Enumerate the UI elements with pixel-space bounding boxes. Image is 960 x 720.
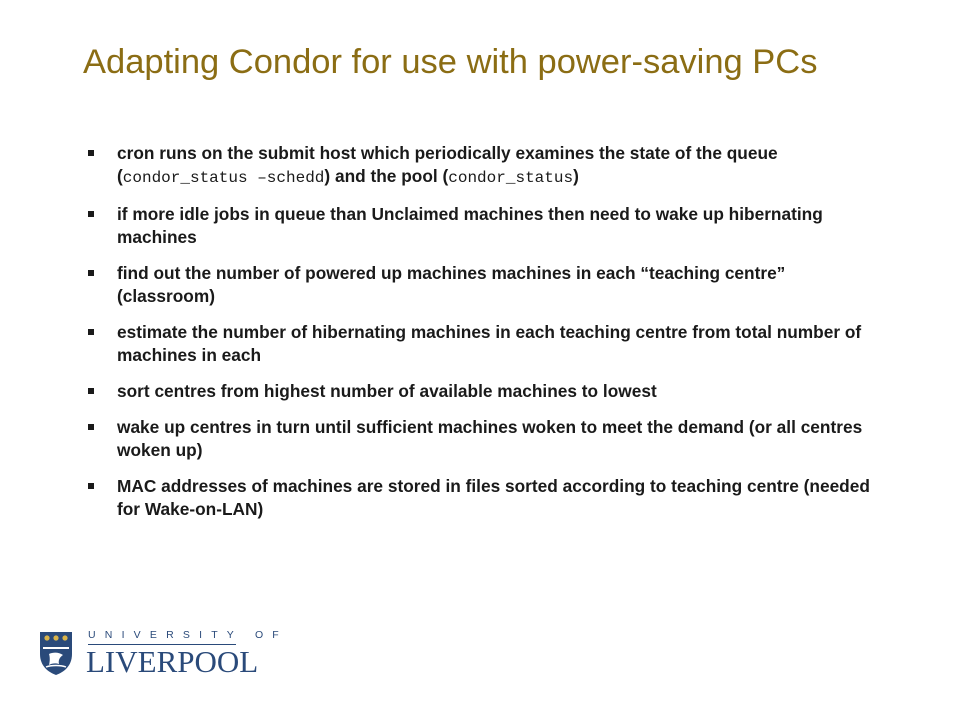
bullet-text: sort centres from highest number of available machines to lowest xyxy=(117,381,657,401)
bullet-item xyxy=(85,416,885,462)
square-bullet-icon xyxy=(88,388,94,394)
bullet-item xyxy=(85,380,885,403)
bullet-text: ) xyxy=(573,166,579,186)
bullet-text: cron runs on the submit host which periodically examines the state of the queue ( xyxy=(117,143,778,186)
bullet-text: find out the number of powered up machines machines in each “teaching centre” (classroom) xyxy=(117,263,786,306)
square-bullet-icon xyxy=(88,483,94,489)
square-bullet-icon xyxy=(88,150,94,156)
bullet-text: estimate the number of hibernating machines in each teaching centre from total number of machines in each xyxy=(117,322,862,365)
square-bullet-icon xyxy=(88,211,94,217)
bullet-text: MAC addresses of machines are stored in files sorted according to teaching centre (needed for Wake-on-LAN) xyxy=(117,476,870,519)
slide-title: Adapting Condor for use with power-saving PCs xyxy=(83,43,818,81)
inline-code-text: condor_status xyxy=(448,169,574,187)
bullet-item xyxy=(85,142,885,190)
square-bullet-icon xyxy=(88,424,94,430)
bullet-list xyxy=(85,142,885,534)
inline-code-text: condor_status –schedd xyxy=(122,169,325,187)
logo-university-of-text: UNIVERSITY OF xyxy=(88,629,288,641)
bullet-text: if more idle jobs in queue than Unclaimed machines then need to wake up hibernating machines xyxy=(117,204,823,247)
square-bullet-icon xyxy=(88,329,94,335)
university-logo xyxy=(38,626,288,682)
bullet-item xyxy=(85,475,885,521)
bullet-item xyxy=(85,262,885,308)
bullet-text: ) and the pool ( xyxy=(324,166,449,186)
bullet-text: wake up centres in turn until sufficient machines woken to meet the demand (or all centres woken up) xyxy=(117,417,863,460)
square-bullet-icon xyxy=(88,270,94,276)
bullet-item xyxy=(85,203,885,249)
university-crest-icon xyxy=(38,630,74,676)
logo-liverpool-text: LIVERPOOL xyxy=(86,644,259,679)
bullet-item xyxy=(85,321,885,367)
